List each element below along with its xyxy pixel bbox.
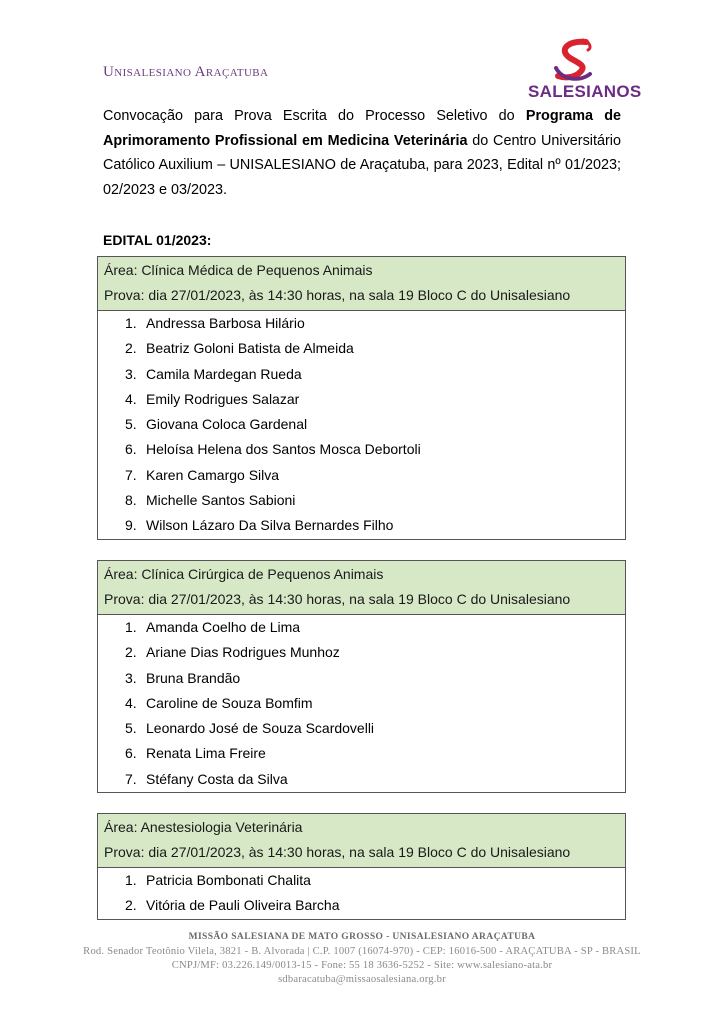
list-item [98,412,625,437]
section-prova: Prova: dia 27/01/2023, às 14:30 horas, na sala 19 Bloco C do Unisalesiano [104,287,571,303]
item-number: 8. [125,492,137,509]
salesianos-logo-icon [528,38,626,84]
section-area: Área: Anestesiologia Veterinária [104,819,303,835]
item-number: 1. [125,315,137,331]
section-area: Área: Clínica Cirúrgica de Pequenos Animais [104,566,384,582]
intro-text-2: do Centro Universitário Católico Auxilium – UNISALESIANO de Araçatuba, para 2023, Edital nº 01/2023; 02/2023 e 03/2023. [103,132,621,198]
candidate-name: Amanda Coelho de Lima [146,619,301,635]
candidate-name: Renata Lima Freire [146,745,266,762]
list-item [98,716,625,741]
item-number: 4. [125,694,137,711]
candidate-name: Bruna Brandão [146,669,241,686]
list-item [98,615,625,640]
candidate-name: Emily Rodrigues Salazar [146,390,300,407]
section-prova: Prova: dia 27/01/2023, às 14:30 horas, na sala 19 Bloco C do Unisalesiano [104,591,571,607]
candidate-list [98,868,625,919]
list-item [98,336,625,361]
item-number: 7. [125,466,137,483]
list-item [98,666,625,691]
section-header [98,257,625,311]
list-item [98,691,625,716]
section-header [98,561,625,615]
candidate-name: Karen Camargo Silva [146,466,280,483]
list-item [98,893,625,918]
item-number: 1. [125,872,137,888]
list-item [98,741,625,766]
list-item [98,437,625,462]
list-item [98,513,625,538]
candidate-name: Stéfany Costa da Silva [146,770,288,787]
candidate-name: Caroline de Souza Bomfim [146,694,313,711]
item-number: 1. [125,619,137,635]
candidate-name: Vitória de Pauli Oliveira Barcha [146,897,340,914]
logo-text: SALESIANOS [528,82,642,101]
edital-title: EDITAL 01/2023: [103,232,212,248]
item-number: 3. [125,365,137,382]
candidate-list [98,311,625,539]
footer-contact: CNPJ/MF: 03.226.149/0013-15 - Fone: 55 18 3636-5252 - Site: www.salesiano-ata.br [171,960,553,971]
item-number: 2. [125,644,137,661]
candidate-name: Heloísa Helena dos Santos Mosca Debortoli [146,441,421,458]
intro-program-name: Programa de Aprimoramento Profissional em Medicina Veterinária [103,108,621,149]
item-number: 3. [125,669,137,686]
candidate-name: Leonardo José de Souza Scardovelli [146,720,375,737]
list-item [98,362,625,387]
item-number: 5. [125,416,137,433]
candidate-name: Camila Mardegan Rueda [146,365,302,382]
list-item [98,463,625,488]
list-item [98,311,625,336]
list-item [98,640,625,665]
section-header [98,814,625,868]
candidate-name: Wilson Lázaro Da Silva Bernardes Filho [146,517,394,534]
item-number: 2. [125,897,137,914]
candidate-name: Michelle Santos Sabioni [146,492,296,509]
list-item [98,387,625,412]
footer-org-name: MISSÃO SALESIANA DE MATO GROSSO - UNISALESIANO ARAÇATUBA [188,932,536,942]
candidate-name: Giovana Coloca Gardenal [146,416,308,433]
section-clinica-medica [97,256,626,540]
section-prova: Prova: dia 27/01/2023, às 14:30 horas, na sala 19 Bloco C do Unisalesiano [104,844,571,860]
intro-paragraph [103,104,621,202]
candidate-name: Ariane Dias Rodrigues Munhoz [146,644,340,661]
section-anestesiologia [97,813,626,920]
institution-name: Unisalesiano Araçatuba [103,64,269,80]
item-number: 6. [125,441,137,458]
item-number: 4. [125,390,137,407]
item-number: 2. [125,340,137,357]
salesianos-logo [528,38,642,104]
list-item [98,868,625,893]
footer-email: sdbaracatuba@missaosalesiana.org.br [278,974,446,985]
item-number: 7. [125,770,137,787]
item-number: 5. [125,720,137,737]
candidate-list [98,615,625,792]
item-number: 9. [125,517,137,534]
list-item [98,767,625,792]
footer-address: Rod. Senador Teotônio Vilela, 3821 - B. Alvorada | C.P. 1007 (16074-970) - CEP: 16016-500 - ARAÇATUBA - SP - BRASIL [83,946,641,957]
section-area: Área: Clínica Médica de Pequenos Animais [104,262,373,278]
section-clinica-cirurgica [97,560,626,793]
item-number: 6. [125,745,137,762]
list-item [98,488,625,513]
candidate-name: Patricia Bombonati Chalita [146,872,311,888]
intro-text-1: Convocação para Prova Escrita do Processo Seletivo do [103,108,526,124]
candidate-name: Andressa Barbosa Hilário [146,315,305,331]
candidate-name: Beatriz Goloni Batista de Almeida [146,340,354,357]
